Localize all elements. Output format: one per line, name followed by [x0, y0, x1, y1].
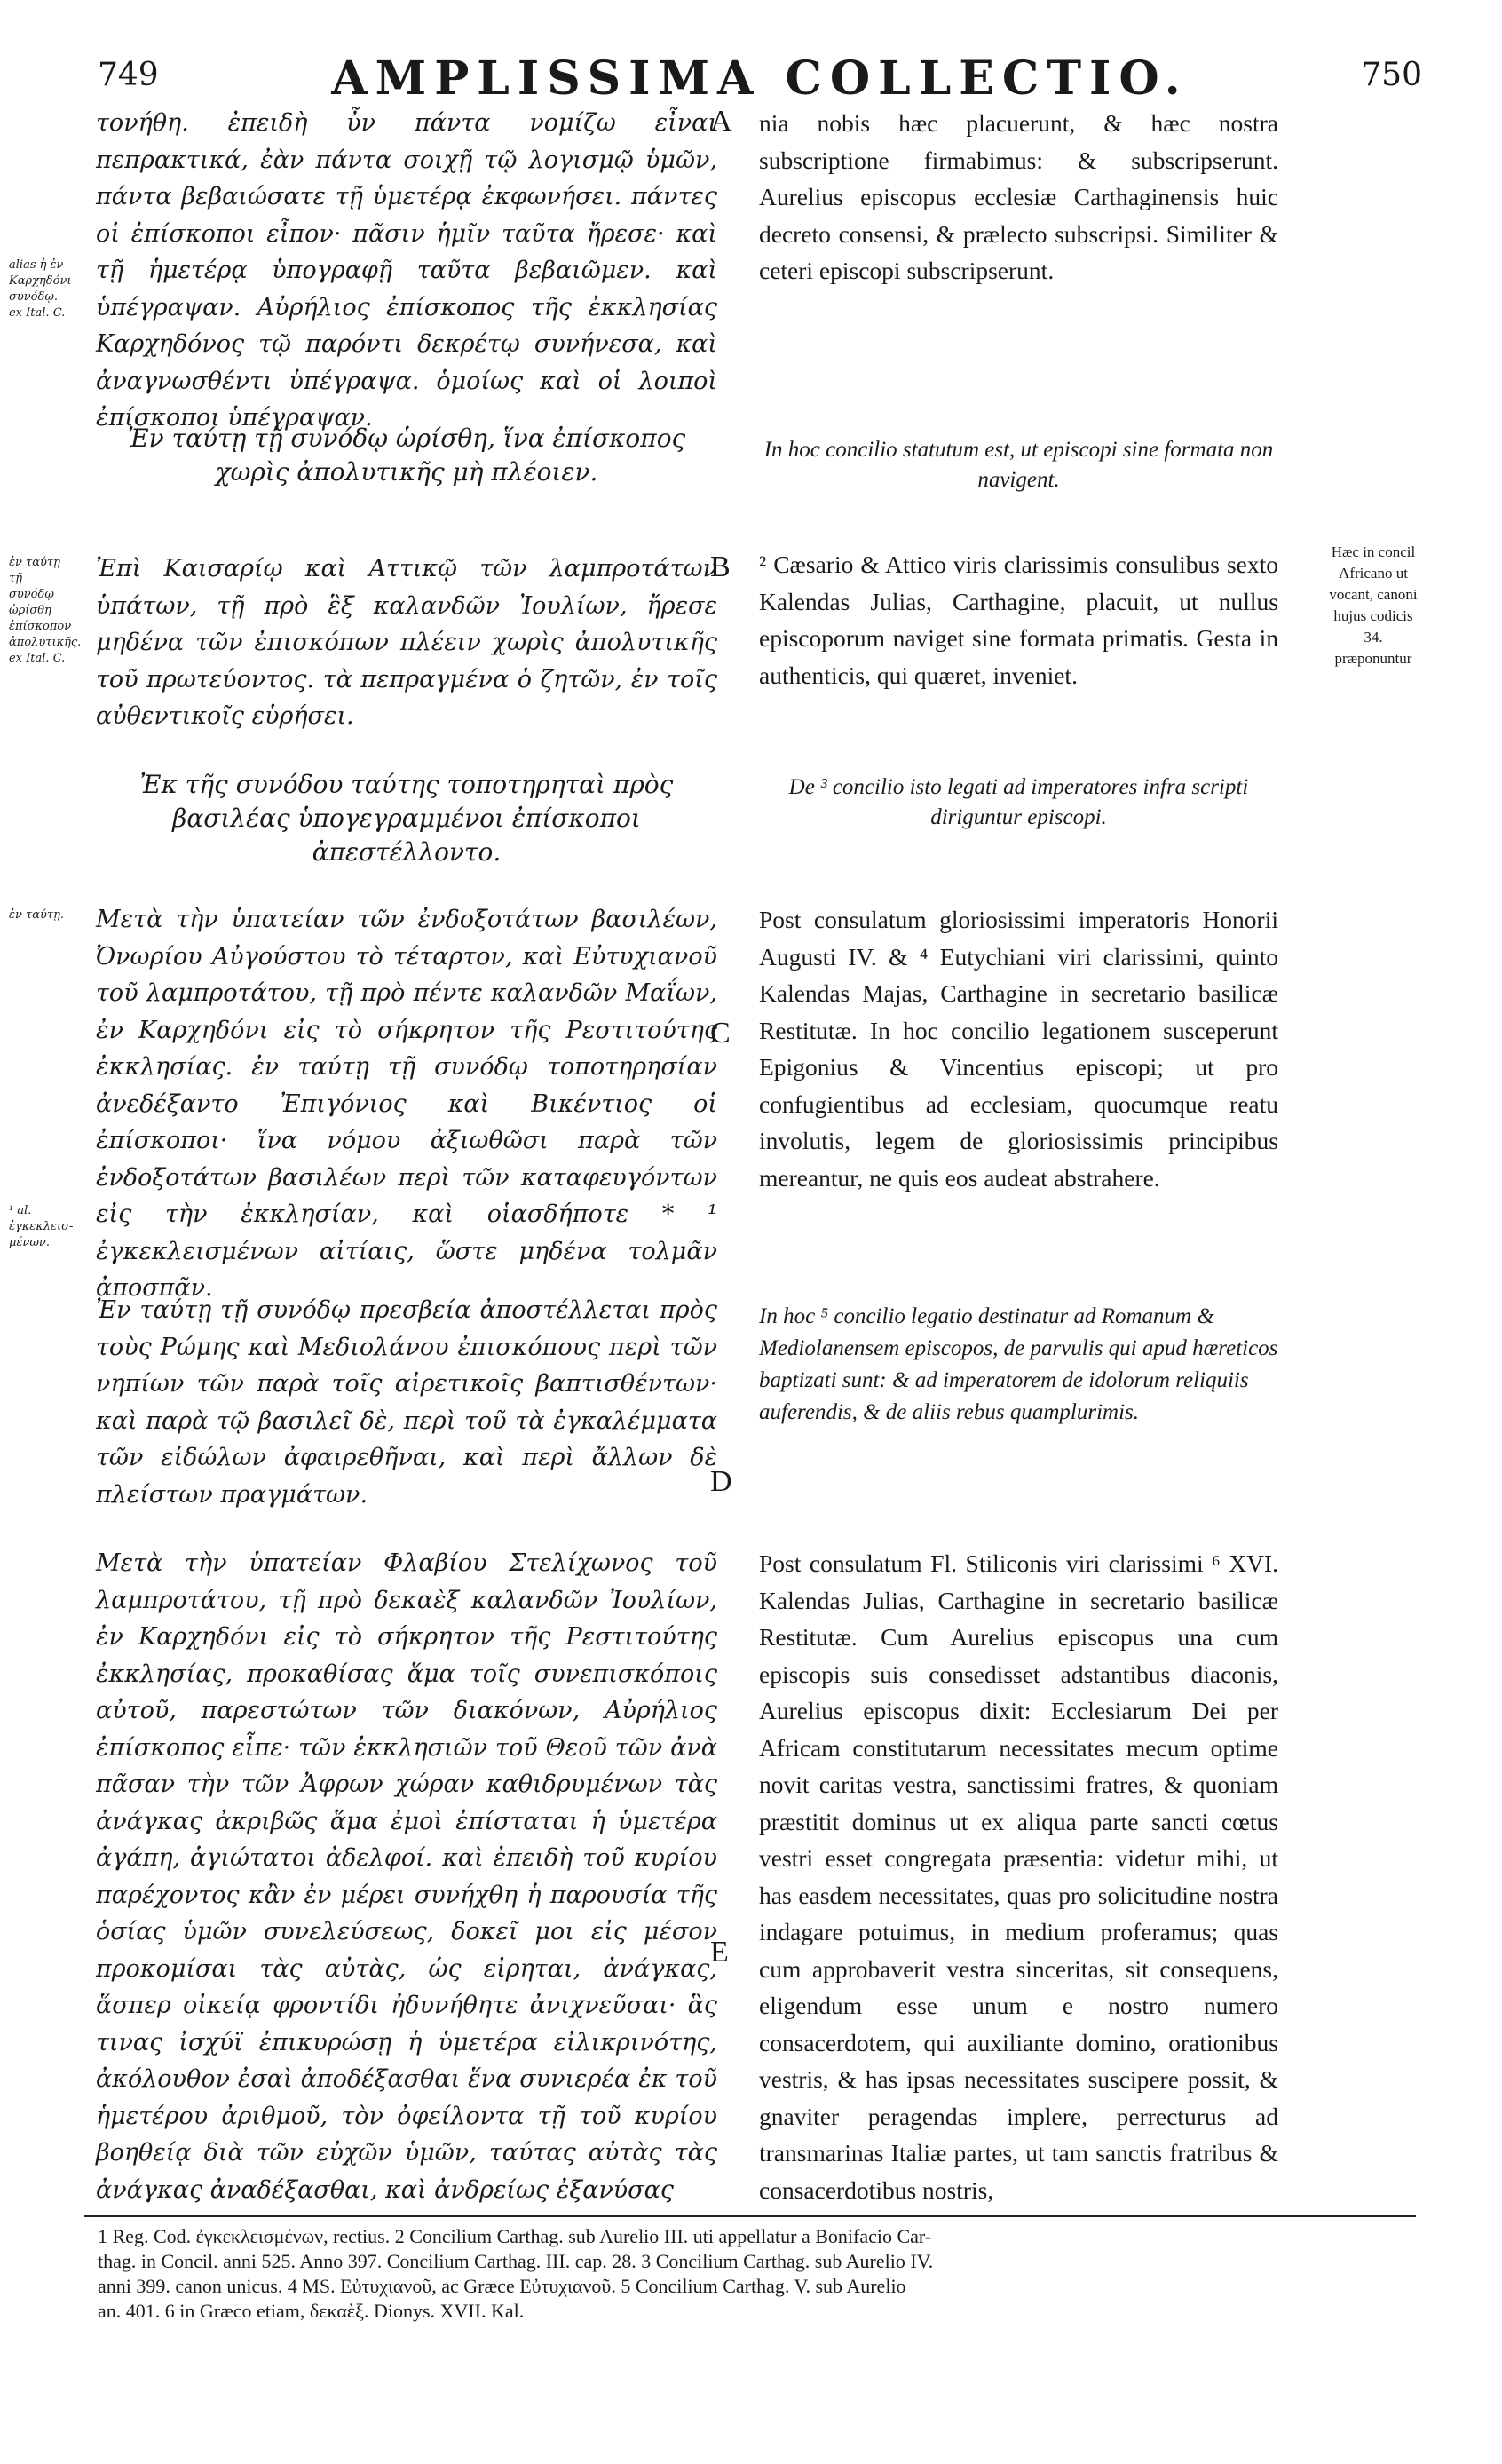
latin-paragraph-2-wrap: [759, 546, 1278, 699]
latin-heading-2: De ³ concilio isto legati ad imperatores infra scripti diriguntur episcopi.: [788, 775, 1249, 829]
footnote-line-2: thag. in Concil. anni 525. Anno 397. Concilium Carthag. III. cap. 28. 3 Concilium Carthag. sub Aurelio IV.: [98, 2250, 934, 2272]
footnote-line-3: anni 399. canon unicus. 4 MS. Εὐτυχιανοῦ, ac Græce Εὐτυχιανοῦ. 5 Concilium Carthag. V. sub Aurelio: [98, 2275, 906, 2297]
latin-heading-2-wrap: [759, 772, 1278, 833]
latin-summary-wrap: [759, 1301, 1278, 1429]
greek-paragraph-4: Ἐν ταύτῃ τῇ συνόδῳ πρεσβεία ἀποστέλλεται πρὸς τοὺς Ρώμης καὶ Μεδιολάνου ἐπισκόπους περὶ τῶν νηπίων τῶν παρὰ τοῖς αἱρετικοῖς βαπτισθέντων· καὶ παρὰ τῷ βασιλεῖ δὲ, περὶ τοῦ τὰ ἐγκαλέμματα τῶν εἰδώλων ἀφαιρεθῆναι, καὶ περὶ ἄλλων δὲ πλείστων πραγμάτων.: [96, 1296, 717, 1509]
latin-paragraph-1: nia nobis hæc placuerunt, & hæc nostra subscriptione firmabimus: & subscripserunt. Aurelius episcopus ecclesiæ Carthaginensis huic decreto consensi, & prælecto subscripsi. Similiter & ceteri episcopi subscripserunt.: [759, 109, 1278, 284]
latin-summary: In hoc ⁵ concilio legatio destinatur ad Romanum & Mediolanensem episcopos, de parvulis qui apud hæreticos baptizati sunt: & ad imperatorem de idolorum reliquiis auferendis, & de aliis rebus quamplurimis.: [759, 1304, 1278, 1424]
footnote-line-4: an. 401. 6 in Græco etiam, δεκαὲξ. Dionys. XVII. Kal.: [98, 2300, 525, 2322]
page-number-left: 749: [98, 57, 159, 93]
greek-paragraph-3-wrap: [96, 901, 717, 1312]
running-title: AMPLISSIMA COLLECTIO.: [331, 51, 1189, 106]
latin-heading-1-wrap: [759, 435, 1278, 495]
greek-paragraph-5: Μετὰ τὴν ὑπατείαν Φλαβίου Στελίχωνος τοῦ λαμπροτάτου, τῇ πρὸ δεκαὲξ καλανδῶν Ἰουλίων, ἐν Καρχηδόνι εἰς τὸ σήκρητον τῆς Ρεστιτούτης ἐκκλησίας, προκαθίσας ἅμα τοῖς συνεπισκόποις αὐτοῦ, παρεστώτων τῶν διακόνων, Αὐρήλιος ἐπίσκοπος εἶπε· τῶν ἐκκλησιῶν τοῦ Θεοῦ τῶν ἀνὰ πᾶσαν τὴν τῶν Ἀφρων χώραν καθιδρυμένων τὰς ἀνάγκας ἀκριβῶς ἅμα ἐμοὶ ἐπίσταται ἡ ὑμετέρα ἀγάπη, ἁγιώτατοι ἀδελφοί. καὶ ἐπειδὴ τοῦ κυρίου παρέχοντος κἂν ἐν μέρει συνήχθη ἡ παρουσία τῆς ὁσίας ὑμῶν συνελεύσεως, δοκεῖ μοι εἰς μέσον προκομίσαι τὰς αὐτὰς, ὡς εἰρηται, ἀνάγκας, ἅσπερ οἰκείᾳ φροντίδι ἠδυνήθητε ἀνιχνεῦσαι· ἃς τινας ἰσχύϊ ἐπικυρώσῃ ἡ ὑμετέρα εἰλικρινότης, ἀκόλουθον ἐσαὶ ἀποδέξασθαι ἕνα συνιερέα ἐκ τοῦ ἡμετέρου ἀριθμοῦ, τὸν ὀφείλοντα τῇ τοῦ κυρίου βοηθείᾳ διὰ τῶν εὐχῶν ὑμῶν, ταύτας αὐτὰς τὰς ἀνάγκας ἀναδέξασθαι, καὶ ἀνδρείως ἐξανύσας: [96, 1549, 717, 2204]
section-marker-b: B: [710, 551, 731, 583]
greek-heading-1: Ἐν ταύτῃ τῇ συνόδῳ ὡρίσθη, ἵνα ἐπίσκοπος χωρὶς ἀπολυτικῆς μὴ πλέοιεν.: [127, 424, 686, 487]
footnotes: [98, 2224, 1376, 2324]
section-marker-a: A: [710, 105, 732, 138]
latin-paragraph-2: ² Cæsario & Attico viris clarissimis consulibus sexto Kalendas Julias, Carthagine, placuit, ut nullus episcoporum naviget sine formata primatis. Gesta in authenticis, qui quæret, inveniet.: [759, 551, 1278, 689]
left-margin-note-3: ἐν ταύτῃ.: [9, 908, 64, 922]
greek-paragraph-1: τονήθη. ἐπειδὴ ὖν πάντα νομίζω εἶναι πεπρακτικά, ἐὰν πάντα σοιχῇ τῷ λογισμῷ ὑμῶν, πάντα βεβαιώσατε τῇ ὑμετέρᾳ ἐκφωνήσει. πάντες οἱ ἐπίσκοποι εἶπον· πᾶσιν ἡμῖν ταῦτα ἤρεσε· καὶ τῇ ἡμετέρᾳ ὑπογραφῇ ταῦτα βεβαιῶμεν. καὶ ὑπέγραψαν. Αὐρήλιος ἐπίσκοπος τῆς ἐκκλησίας Καρχηδόνος τῷ παρόντι δεκρέτῳ συνήνεσα, καὶ ἀναγνωσθέντι ὑπέγραψα. ὁμοίως καὶ οἱ λοιποὶ ἐπίσκοποι ὑπέγραψαν.: [96, 109, 717, 432]
left-margin-note-1: alias ἡ ἐν Καρχηδόνι συνόδῳ. ex Ital. C.: [9, 258, 72, 320]
footnote-line-1: 1 Reg. Cod. ἐγκεκλεισμένων, rectius. 2 Concilium Carthag. sub Aurelio III. uti appellatur a Bonifacio Car-: [98, 2225, 932, 2247]
greek-column: [96, 105, 717, 442]
latin-paragraph-4-wrap: [759, 1545, 1278, 2214]
greek-paragraph-4-wrap: [96, 1292, 717, 1518]
latin-paragraph-3-wrap: [759, 901, 1278, 1201]
greek-heading-1-wrap: [96, 422, 717, 489]
greek-paragraph-2-wrap: [96, 551, 717, 741]
section-marker-e: E: [710, 1936, 729, 1969]
greek-heading-2-wrap: [96, 768, 717, 869]
greek-heading-2: Ἐκ τῆς συνόδου ταύτης τοποτηρηταὶ πρὸς βασιλέας ὑπογεγραμμένοι ἐπίσκοποι ἀπεστέλλοντο.: [139, 770, 674, 867]
latin-column: [759, 105, 1278, 295]
section-marker-d: D: [710, 1465, 732, 1498]
left-margin-note-4: ¹ al. ἐγκεκλεισ-μένων.: [9, 1204, 74, 1249]
latin-paragraph-3: Post consulatum gloriosissimi imperatoris Honorii Augusti IV. & ⁴ Eutychiani viri clarissimi, quinto Kalendas Majas, Carthagine in secretario basilicæ Restitutæ. In hoc concilio legationem susceperunt Epigonius & Vincentius episcopi; ut pro confugientibus ad ecclesiam, quocumque reatu involutis, legem de gloriosissimis principibus mereantur, ne quis eos audeat abstrahere.: [759, 906, 1278, 1192]
latin-paragraph-4: Post consulatum Fl. Stiliconis viri clarissimi ⁶ XVI. Kalendas Julias, Carthagine in secretario basilicæ Restitutæ. Cum Aurelius episcopus una cum episcopis suis consedisset adstantibus diaconis, Aurelius episcopus dixit: Ecclesiarum Dei per Africam constitutarum necessitates mecum optime novit caritas vestra, sanctissimi fratres, & quoniam præstitit dominus ut ex aliqua parte sancti cœtus vestri esset congregata præsentia: videtur mihi, ut has easdem necessitates, quas pro solicitudine nostra indagare potuimus, in medium proferamus; quas cum approbaverit vestra sinceritas, sit consequens, eligendum esse unum e nostro numero consacerdotem, qui auxiliante domino, orationibus vestris, & has ipsas necessitates suscipere possit, & gnaviter peragendas implere, perrecturus ad transmarinas Italiæ partes, ut tam sanctis fratribus & consacerdotibus nostris,: [759, 1549, 1278, 2204]
greek-paragraph-2: Ἐπὶ Καισαρίῳ καὶ Αττικῷ τῶν λαμπροτάτων ὑπάτων, τῇ πρὸ ἓξ καλανδῶν Ἰουλίων, ἤρεσε μηδένα τῶν ἐπισκόπων πλέειν χωρὶς ἀπολυτικῆς τοῦ πρωτεύοντος. τὰ πεπραγμένα ὁ ζητῶν, ἐν τοῖς αὐθεντικοῖς εὑρήσει.: [96, 555, 717, 730]
footnote-rule: [84, 2215, 1416, 2217]
greek-paragraph-5-wrap: [96, 1545, 717, 2214]
left-margin-note-2: ἐν ταύτῃ τῇ συνόδῳ ὡρίσθη ἐπίσκοπον ἀπολυτικῆς. ex Ital. C.: [9, 556, 82, 665]
page-header: [98, 51, 1422, 105]
greek-paragraph-3: Μετὰ τὴν ὑπατείαν τῶν ἐνδοξοτάτων βασιλέων, Ὀνωρίου Αὐγούστου τὸ τέταρτον, καὶ Εὐτυχιανοῦ τοῦ λαμπροτάτου, τῇ πρὸ πέντε καλανδῶν Μαΐων, ἐν Καρχηδόνι εἰς τὸ σήκρητον τῆς Ρεστιτούτης ἐκκλησίας. ἐν ταύτῃ τῇ συνόδῳ τοποτηρησίαν ἀνεδέξαντο Ἐπιγόνιος καὶ Βικέντιος οἱ ἐπίσκοποι· ἵνα νόμου ἀξιωθῶσι παρὰ τῶν ἐνδοξοτάτων βασιλέων περὶ τῶν καταφευγόντων εἰς τὴν ἐκκλησίαν, καὶ οἱασδήποτε * ¹ ἐγκεκλεισμένων αἰτίαις, ὥστε μηδένα τολμᾶν ἀποσπᾶν.: [96, 906, 717, 1302]
section-marker-c: C: [710, 1017, 731, 1050]
latin-heading-1: In hoc concilio statutum est, ut episcopi sine formata non navigent.: [763, 438, 1274, 492]
page-number-right: 750: [1361, 57, 1422, 93]
right-margin-note: Hæc in concil Africano ut vocant, canoni hujus codicis 34. præponuntur: [1329, 543, 1418, 667]
